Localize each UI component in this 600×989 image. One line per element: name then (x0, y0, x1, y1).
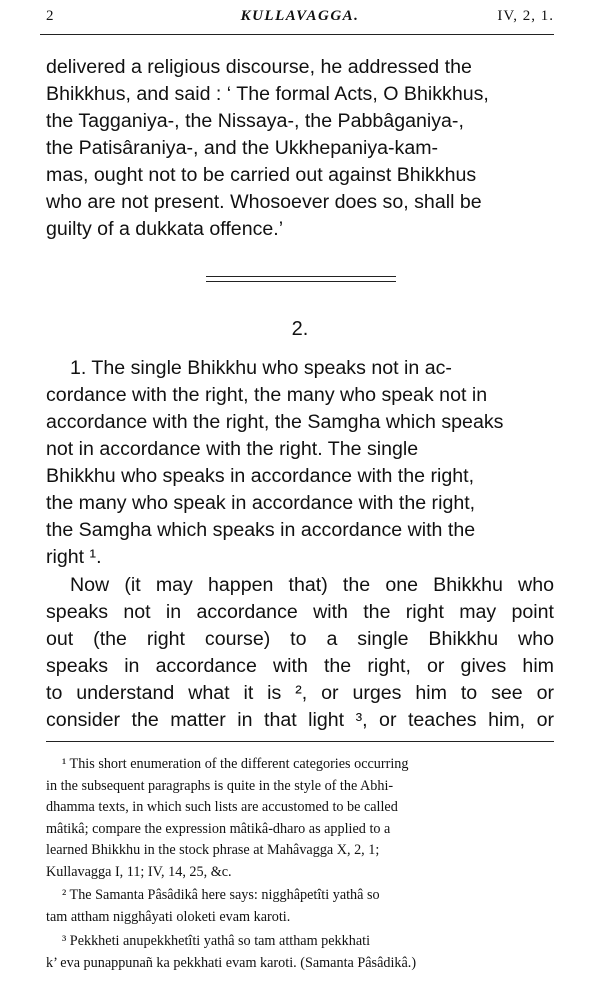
running-header (46, 8, 554, 34)
footnote-line: learned Bhikkhu in the stock phrase at Mahâvagga X, 2, 1; (46, 842, 380, 858)
paragraph-case (46, 572, 554, 734)
footnote-line: ¹ This short enumeration of the different categories occurring (62, 756, 409, 772)
text-line: consider the matter in that light ³, or teaches him, or (46, 709, 554, 731)
text-line: who are not present. Whosoever does so, shall be (46, 191, 482, 213)
running-title: KULLAVAGGA. (240, 8, 360, 24)
section-number: 2. (291, 318, 309, 340)
header-rule (40, 34, 554, 35)
page-number: 2 (46, 8, 55, 24)
text-line: delivered a religious discourse, he addressed the (46, 56, 472, 78)
text-line: cordance with the right, the many who speak not in (46, 384, 488, 406)
section-divider-bottom (206, 281, 396, 282)
text-line: to understand what it is ², or urges him to see or (46, 682, 554, 704)
text-line: Now (it may happen that) the one Bhikkhu who (70, 574, 554, 596)
footnote-rule (46, 741, 554, 742)
text-line: out (the right course) to a single Bhikkhu who (46, 628, 554, 650)
text-line: guilty of a dukkata offence.’ (46, 218, 284, 240)
footnote-2 (46, 885, 554, 928)
text-line: not in accordance with the right. The single (46, 438, 419, 460)
text-line: the Patisâraniya-, and the Ukkhepaniya-kam- (46, 137, 439, 159)
section-divider-top (206, 276, 396, 277)
footnote-line: k’ eva punappunañ ka pekkhati evam karoti. (Samanta Pâsâdikâ.) (46, 954, 417, 971)
text-line: the Tagganiya-, the Nissaya-, the Pabbâganiya-, (46, 110, 464, 132)
text-line: the many who speak in accordance with the right, (46, 492, 476, 514)
text-line: mas, ought not to be carried out against Bhikkhus (46, 164, 477, 186)
text-line: accordance with the right, the Samgha which speaks (46, 411, 504, 433)
footnote-line: ³ Pekkheti anupekkhetîti yathâ so tam attham pekkhati (62, 933, 371, 949)
footnote-line: ² The Samanta Pâsâdikâ here says: nigghâpetîti yathâ so (62, 887, 380, 903)
footnote-line: in the subsequent paragraphs is quite in the style of the Abhi- (46, 777, 394, 794)
text-line: speaks not in accordance with the right may point (46, 601, 554, 623)
text-line: the Samgha which speaks in accordance with the (46, 519, 476, 541)
footnote-line: mâtikâ; compare the expression mâtikâ-dharo as applied to a (46, 820, 391, 837)
text-line: speaks in accordance with the right, or gives him (46, 655, 554, 677)
text-line: Bhikkhu who speaks in accordance with the right, (46, 465, 475, 487)
section-reference: IV, 2, 1. (497, 8, 554, 24)
paragraph-enumeration (46, 355, 554, 571)
text-line: 1. The single Bhikkhu who speaks not in ac- (70, 357, 452, 379)
paragraph-continuation (46, 54, 554, 243)
footnote-line: tam attham nigghâyati oloketi evam karoti. (46, 908, 291, 925)
footnote-line: Kullavagga I, 11; IV, 14, 25, &c. (46, 863, 232, 880)
footnote-1 (46, 754, 554, 883)
footnote-3 (46, 931, 554, 974)
text-line: Bhikkhus, and said : ‘ The formal Acts, O Bhikkhus, (46, 83, 489, 105)
text-line: right ¹. (46, 546, 102, 568)
footnote-line: dhamma texts, in which such lists are accustomed to be called (46, 799, 398, 815)
